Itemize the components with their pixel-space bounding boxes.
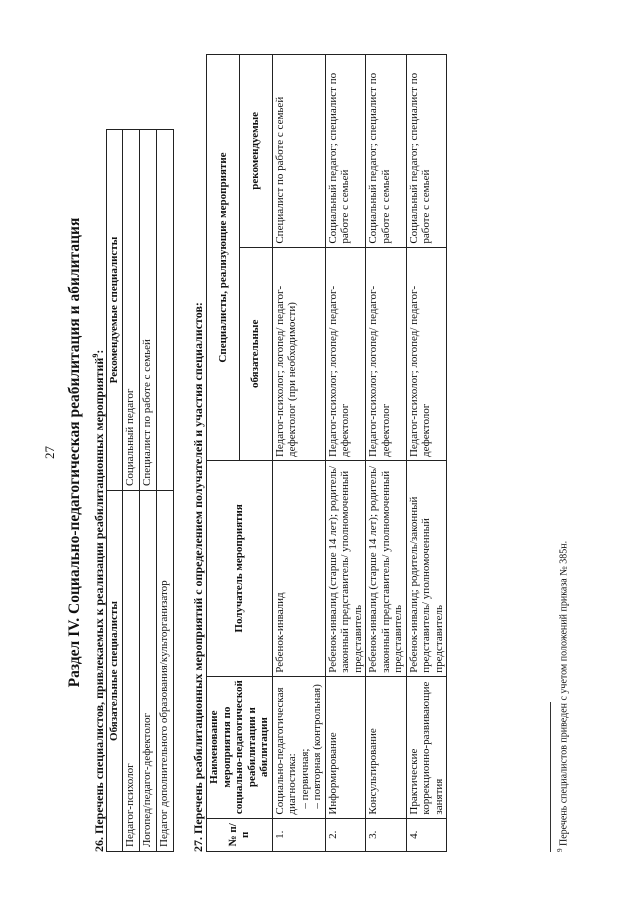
measure-name-cell: Практические коррекционно-развивающие занятия [406, 676, 447, 818]
header-recommended: рекомендуемые [239, 55, 272, 248]
required-cell: Педагог-психолог; логопед/ педагог-дефектолог [366, 247, 407, 460]
table-cell: Педагог-психолог [122, 491, 139, 852]
footnote-mark: 9 [556, 848, 564, 852]
recommended-cell: Социальный педагог; специалист по работе с семьей [325, 55, 366, 248]
recipient-cell: Ребенок-инвалид (старше 14 лет); родитель/законный представитель/ уполномоченный представитель [325, 461, 366, 677]
table-row [272, 55, 325, 852]
heading-26-text: 26. Перечень специалистов, привлекаемых к реализации реабилитационных мероприятий [92, 357, 106, 852]
table-row [122, 130, 139, 852]
table-row [156, 130, 173, 852]
required-cell: Педагог-психолог; логопед/ педагог-дефектолог [406, 247, 447, 460]
heading-26-footnote-ref: 9 [91, 353, 100, 358]
header-measure-name: Наименование мероприятия по социально-педагогической реабилитации и абилитации [207, 676, 273, 818]
table-cell: Специалист по работе с семьей [139, 130, 156, 491]
heading-27: 27. Перечень реабилитационных мероприятий с определением получателей и участия специалистов: [191, 302, 205, 852]
required-cell: Педагог-психолог; логопед/ педагог-дефектолог (при необходимости) [272, 247, 325, 460]
header-recipient: Получатель мероприятия [207, 461, 273, 677]
heading-26-tail: : [92, 349, 106, 354]
recommended-cell: Социальный педагог; специалист по работе с семьей [366, 55, 407, 248]
row-number: 3. [366, 818, 407, 851]
page-number: 27 [42, 446, 57, 459]
table-row [139, 130, 156, 852]
table-row [325, 55, 366, 852]
footnote-divider [550, 702, 551, 852]
header-recommended-specialists: Рекомендуемые специалисты [107, 130, 123, 491]
table-header-row [107, 130, 123, 852]
table-cell: Социальный педагог [122, 130, 139, 491]
table-cell [156, 130, 173, 491]
measure-name: Социально-педагогическая диагностика: [273, 687, 298, 815]
row-number: 1. [272, 818, 325, 851]
header-specialists: Специалисты, реализующие мероприятие [207, 55, 240, 461]
table-cell: Педагог дополнительного образования/культорганизатор [156, 491, 173, 852]
recommended-cell: Специалист по работе с семьей [272, 55, 325, 248]
row-number: 4. [406, 818, 447, 851]
recipient-cell: Ребенок-инвалид (старше 14 лет); родитель/законный представитель/ уполномоченный представитель [366, 461, 407, 677]
table-row [366, 55, 407, 852]
recipient-cell: Ребенок-инвалид; родитель/законный представитель/ уполномоченный представитель [406, 461, 447, 677]
header-required: обязательные [239, 247, 272, 460]
measure-subitem: – первичная; [298, 748, 311, 809]
measures-table [206, 54, 447, 852]
table-cell: Логопед/педагог-дефектолог [139, 491, 156, 852]
footnote [556, 541, 569, 852]
rotated-page-content [40, 35, 605, 870]
measure-name-cell: Информирование [325, 676, 366, 818]
header-required-specialists: Обязательные специалисты [107, 491, 123, 852]
heading-26 [91, 350, 107, 852]
recipient-cell: Ребенок-инвалид [272, 461, 325, 677]
measure-name-cell [272, 676, 325, 818]
section-title: Раздел IV. Социально-педагогическая реабилитация и абилитация [66, 217, 83, 688]
recommended-cell: Социальный педагог; специалист по работе с семьей [406, 55, 447, 248]
table-header-row [207, 55, 240, 852]
measure-subitem: – повторная (контрольная) [311, 684, 323, 809]
row-number: 2. [325, 818, 366, 851]
required-cell: Педагог-психолог; логопед/ педагог-дефектолог [325, 247, 366, 460]
specialists-table [106, 129, 174, 852]
measure-name-cell: Консультирование [366, 676, 407, 818]
header-num: № п/п [207, 818, 273, 851]
footnote-text: Перечень специалистов приведен с учетом положений приказа № 385н. [558, 540, 570, 846]
table-row [406, 55, 447, 852]
